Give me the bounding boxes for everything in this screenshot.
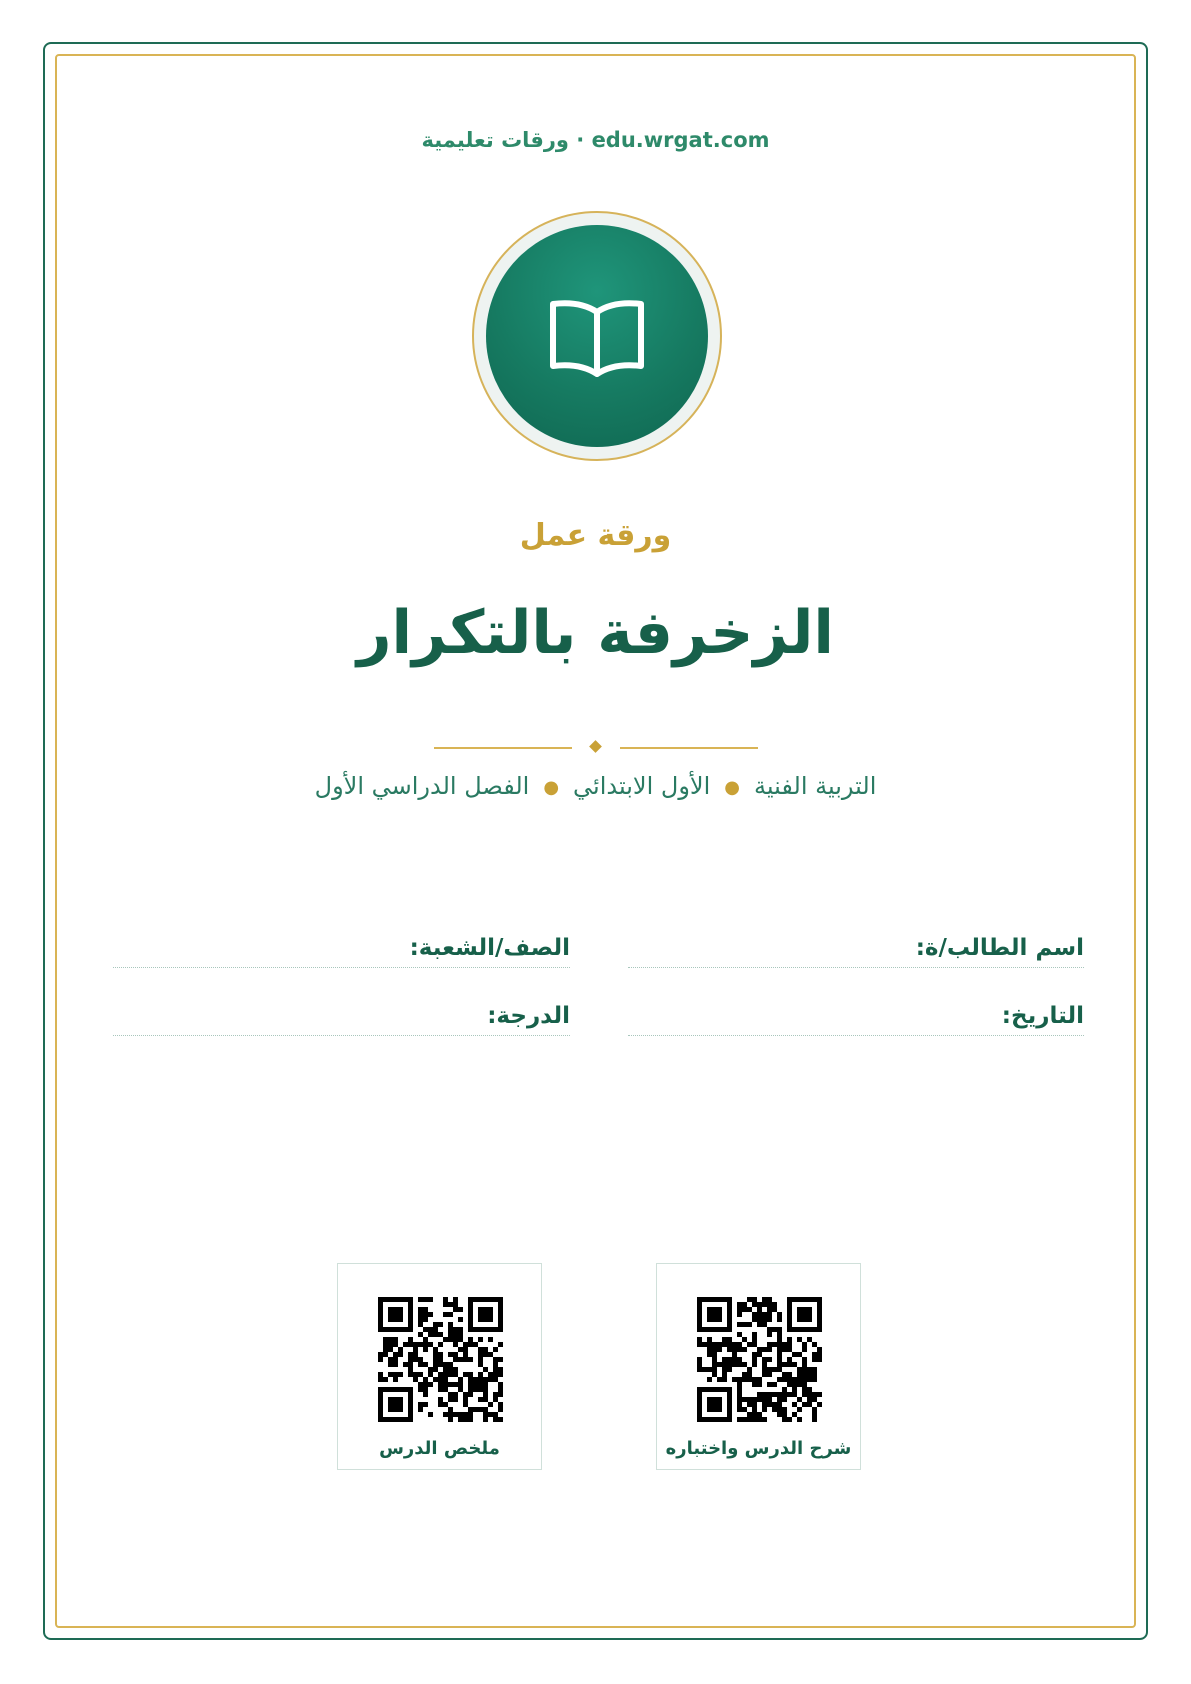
worksheet-label: ورقة عمل (519, 518, 672, 553)
meta-grade: الأول الابتدائي (573, 772, 711, 800)
date-label: التاريخ: (1001, 1003, 1084, 1029)
divider-line-right (620, 747, 758, 749)
class-section-label: الصف/الشعبة: (409, 935, 570, 961)
site-line: edu.wrgat.com · ورقات تعليمية (421, 128, 770, 152)
grade-score-label: الدرجة: (487, 1003, 570, 1029)
qr-caption: ملخص الدرس (379, 1438, 500, 1459)
course-meta (0, 772, 1191, 800)
qr-card-lesson-explanation[interactable] (656, 1263, 861, 1470)
qr-card-lesson-summary[interactable] (337, 1263, 542, 1470)
divider-line-left (434, 747, 572, 749)
meta-separator: ● (543, 776, 560, 798)
meta-subject: التربية الفنية (754, 772, 877, 800)
ornamental-divider (434, 747, 758, 749)
meta-separator: ● (724, 776, 741, 798)
class-section-field[interactable] (113, 935, 570, 968)
emblem (486, 225, 708, 447)
page-title: الزخرفة بالتكرار (357, 598, 834, 668)
meta-term: الفصل الدراسي الأول (314, 772, 530, 800)
qr-code-icon (697, 1297, 822, 1422)
student-name-label: اسم الطالب/ة: (915, 935, 1084, 961)
date-field[interactable] (628, 1003, 1084, 1036)
qr-caption: شرح الدرس واختباره (665, 1438, 852, 1459)
grade-score-field[interactable] (113, 1003, 570, 1036)
qr-code-icon (378, 1297, 503, 1422)
open-book-icon (547, 296, 647, 380)
student-name-field[interactable] (628, 935, 1084, 968)
